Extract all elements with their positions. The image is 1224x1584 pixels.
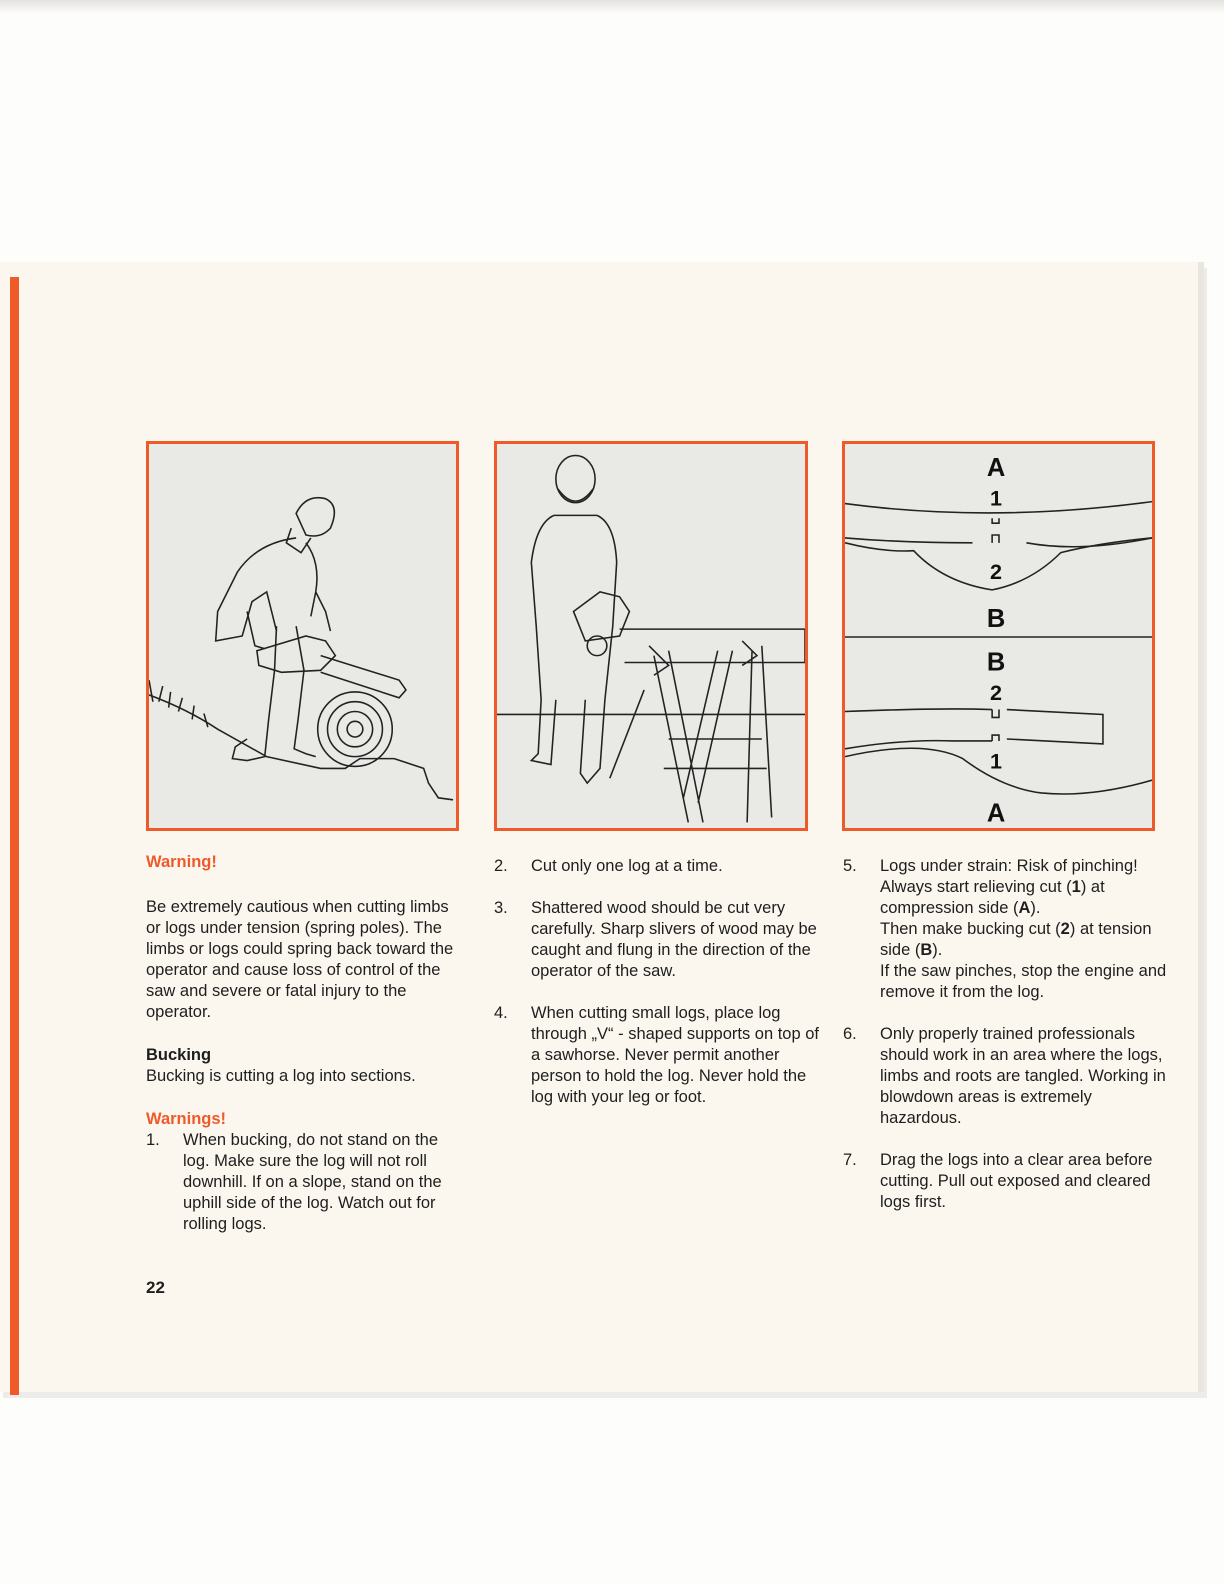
- item-number: 7.: [843, 1151, 857, 1169]
- list-item: [494, 856, 820, 877]
- label-bottom-1: 1: [990, 748, 1003, 774]
- item-text: When bucking, do not stand on the log. Make sure the log will not roll downhill. If on a slope, stand on the uphill side of the log. Watch out for rolling logs.: [183, 1131, 442, 1233]
- label-top-1: 1: [990, 485, 1003, 511]
- illustration-spring-pole-cutting: [146, 441, 459, 831]
- warning-heading: Warning!: [146, 853, 217, 871]
- list-item: [843, 1150, 1178, 1213]
- label-top-2: 2: [990, 559, 1003, 585]
- bucking-heading: Bucking: [146, 1046, 212, 1064]
- list-item: [494, 1003, 820, 1108]
- list-item: [843, 856, 1178, 1003]
- illustration-sawhorse-cutting: [494, 441, 808, 831]
- item-text: Drag the logs into a clear area before cutting. Pull out exposed and cleared logs first.: [880, 1151, 1153, 1211]
- left-column: [146, 852, 466, 1235]
- item-text: Only properly trained professionals should work in an area where the logs, limbs and roots are tangled. Working in blowdown areas is extremely hazardous.: [880, 1025, 1166, 1127]
- list-item: [494, 898, 820, 982]
- item-number: 2.: [494, 857, 508, 875]
- item-number: 1.: [146, 1131, 160, 1149]
- item-text: Cut only one log at a time.: [531, 857, 723, 875]
- item-text: Then make bucking cut (2) at tension side (B).: [880, 920, 1152, 959]
- label-bottom-2: 2: [990, 679, 1003, 705]
- label-top-B: B: [986, 605, 1006, 634]
- warning-text: Be extremely cautious when cutting limbs or logs under tension (spring poles). The limbs or logs could spring back toward the operator and cause loss of control of the saw and severe or fatal injury to the operator.: [146, 898, 454, 1021]
- log-strain-diagram: [845, 444, 1152, 828]
- worker-cutting-log-illustration: [149, 444, 456, 828]
- diagram-compression-tension: [842, 441, 1155, 831]
- label-top-A: A: [986, 454, 1006, 483]
- item-text: If the saw pinches, stop the engine and remove it from the log.: [880, 962, 1167, 1001]
- list-item: [146, 1130, 466, 1235]
- item-number: 5.: [843, 857, 857, 875]
- warnings-heading: Warnings!: [146, 1110, 227, 1128]
- item-number: 3.: [494, 899, 508, 917]
- page-number: 22: [146, 1278, 165, 1297]
- item-text: When cutting small logs, place log through „V“ - shaped supports on top of a sawhorse. Never permit another person to hold the log. Never hold the log with your leg or foot.: [531, 1004, 820, 1106]
- item-number: 4.: [494, 1004, 508, 1022]
- scan-edge: [0, 0, 1224, 14]
- item-number: 6.: [843, 1025, 857, 1043]
- label-bottom-A: A: [986, 799, 1006, 828]
- list-item: [843, 1024, 1178, 1129]
- label-bottom-B: B: [986, 648, 1006, 677]
- item-text: Shattered wood should be cut very carefully. Sharp slivers of wood may be caught and flung in the direction of the operator of the saw.: [531, 899, 817, 980]
- item-text: Logs under strain: Risk of pinching!: [880, 857, 1138, 875]
- item-text: Always start relieving cut (1) at compression side (A).: [880, 878, 1105, 917]
- bucking-text: Bucking is cutting a log into sections.: [146, 1067, 416, 1085]
- page-edge-stripe: [10, 277, 19, 1395]
- sawhorse-illustration: [497, 444, 805, 828]
- right-column: [843, 856, 1178, 1213]
- middle-column: [494, 856, 820, 1108]
